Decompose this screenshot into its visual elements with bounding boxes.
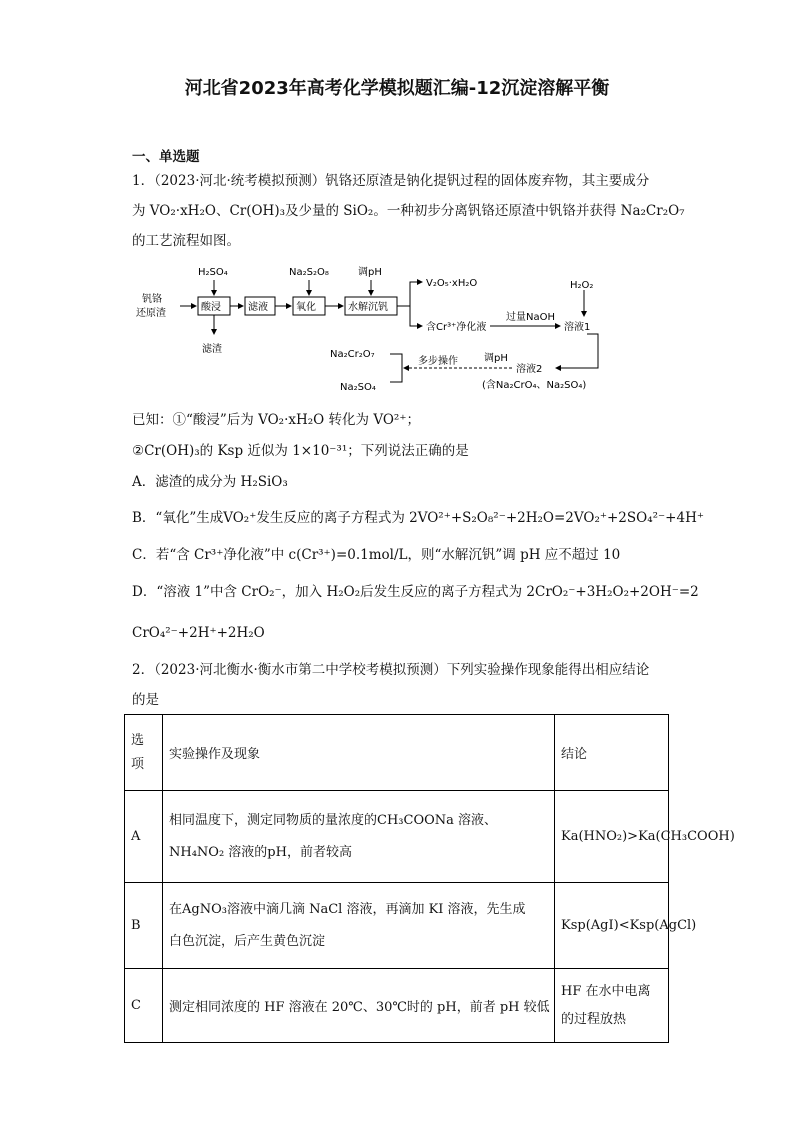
flow-sol1: 溶液1 (564, 322, 591, 333)
table-row (125, 791, 669, 883)
flow-residue: 滤渣 (202, 344, 222, 355)
header-option: 选项 (125, 715, 163, 791)
process-flowchart (132, 260, 612, 400)
q1-known2: ②Cr(OH)₃的 Ksp 近似为 1×10⁻³¹；下列说法正确的是 (132, 443, 469, 459)
q2-line2: 的是 (132, 692, 159, 708)
row-option: C (125, 969, 163, 1043)
row-operation: 测定相同浓度的 HF 溶液在 20℃、30℃时的 pH，前者 pH 较低 (163, 969, 555, 1043)
q1-known1: 已知：①“酸浸”后为 VO₂·xH₂O 转化为 VO²⁺； (132, 412, 420, 428)
q1-option-a: A．滤渣的成分为 H₂SiO₃ (132, 474, 288, 490)
row-option: A (125, 791, 163, 883)
flow-box-oxid-label: 氧化 (296, 302, 316, 313)
q2-line1: 2．（2023·河北衡水·衡水市第二中学校考模拟预测）下列实验操作现象能得出相应结论 (132, 662, 650, 678)
flow-out-v: V₂O₅·xH₂O (426, 278, 478, 289)
row-conclusion: Ksp(AgI)<Ksp(AgCl) (555, 883, 669, 969)
row-operation-line: 相同温度下，测定同物质的量浓度的CH₃COONa 溶液、 (169, 812, 498, 828)
q1-option-b: B．“氧化”生成VO₂⁺发生反应的离子方程式为 2VO²⁺+S₂O₈²⁻+2H₂O=2VO₂⁺+2SO₄²⁻+4H⁺ (132, 510, 704, 526)
q1-line2: 为 VO₂·xH₂O、Cr(OH)₃及少量的 SiO₂。一种初步分离钒铬还原渣中钒铬并获得 Na₂Cr₂O₇ (132, 203, 685, 219)
flow-box-hydro-label: 水解沉钒 (348, 302, 388, 313)
row-operation-line: 白色沉淀，后产生黄色沉淀 (169, 933, 326, 949)
row-conclusion (555, 969, 669, 1043)
experiment-table (124, 714, 735, 1043)
document-title: 河北省2023年高考化学模拟题汇编-12沉淀溶解平衡 (184, 78, 610, 99)
flow-reagent-acid: H₂SO₄ (198, 267, 228, 278)
flow-start-line2: 还原渣 (136, 308, 166, 319)
table-row (125, 969, 669, 1043)
flow-adjust-ph: 调pH (484, 353, 508, 364)
row-option: B (125, 883, 163, 969)
row-operation-line: NH₄NO₂ 溶液的pH，前者较高 (169, 844, 352, 860)
flow-box-acid-label: 酸浸 (201, 302, 221, 313)
table-header-row (125, 715, 669, 791)
header-operation: 实验操作及现象 (163, 715, 555, 791)
flow-start-line1: 钒铬 (142, 294, 162, 305)
header-conclusion: 结论 (555, 715, 669, 791)
section-heading: 一、单选题 (132, 149, 200, 165)
row-conclusion-line: HF 在水中电离 (561, 983, 651, 999)
q1-option-d-line1: D．“溶液 1”中含 CrO₂⁻，加入 H₂O₂后发生反应的离子方程式为 2CrO₂⁻+3H₂O₂+2OH⁻=2 (132, 584, 699, 600)
flow-out-cr: 含Cr³⁺净化液 (426, 322, 487, 333)
row-operation (163, 791, 555, 883)
q1-line3: 的工艺流程如图。 (132, 233, 240, 249)
flow-multi-step: 多步操作 (418, 356, 458, 367)
flow-sol2: 溶液2 (516, 364, 543, 375)
row-operation (163, 883, 555, 969)
flow-prod1: Na₂Cr₂O₇ (330, 349, 375, 360)
table-row (125, 883, 669, 969)
row-operation-line: 在AgNO₃溶液中滴几滴 NaCl 溶液，再滴加 KI 溶液，先生成 (169, 901, 526, 917)
flow-box-filtrate-label: 滤液 (248, 302, 268, 313)
row-conclusion-line: 的过程放热 (561, 1011, 627, 1027)
flow-sol2-note: (含Na₂CrO₄、Na₂SO₄) (482, 380, 587, 391)
flow-h2o2: H₂O₂ (570, 280, 594, 291)
flow-reagent-hydro: 调pH (358, 267, 382, 278)
flow-excess-naoh: 过量NaOH (506, 312, 555, 323)
q1-line1: 1．（2023·河北·统考模拟预测）钒铬还原渣是钠化提钒过程的固体废弃物，其主要成分 (132, 173, 650, 189)
q1-option-d-line2: CrO₄²⁻+2H⁺+2H₂O (132, 625, 265, 641)
q1-option-c: C．若“含 Cr³⁺净化液”中 c(Cr³⁺)=0.1mol/L，则“水解沉钒”调 pH 应不超过 10 (132, 547, 621, 563)
flow-prod2: Na₂SO₄ (340, 382, 376, 393)
row-conclusion: Ka(HNO₂)>Ka(CH₃COOH) (555, 791, 669, 883)
flow-reagent-oxid: Na₂S₂O₈ (289, 267, 329, 278)
